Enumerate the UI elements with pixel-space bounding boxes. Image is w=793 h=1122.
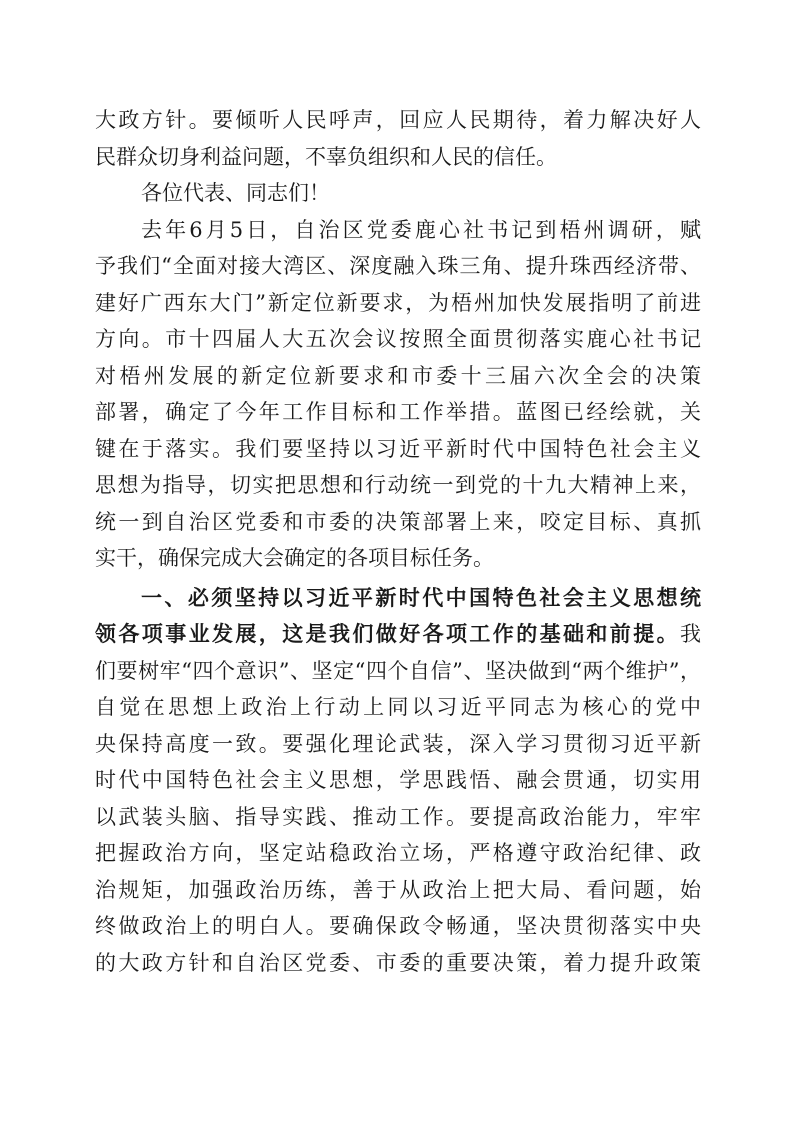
- body-text: 央保持高度一致。要强化理论武装，深入学习贯彻习近平新: [95, 731, 701, 756]
- body-text: 大政方针。要倾听人民呼声，回应人民期待，着力解决好人: [95, 108, 701, 132]
- body-text: 对梧州发展的新定位新要求和市委十三届六次全会的决策: [95, 363, 701, 388]
- body-text: 部署，确定了今年工作目标和工作举措。蓝图已经绘就，关: [95, 400, 701, 424]
- body-text: 终做政治上的明白人。要确保政令畅通，坚决贯彻落实中央: [95, 914, 701, 938]
- body-text: 建好广西东大门”新定位新要求，为梧州加快发展指明了前进: [95, 290, 701, 315]
- text-line: [95, 689, 701, 726]
- body-text: 自觉在思想上政治上行动上同以习近平同志为核心的党中: [95, 695, 701, 719]
- body-text: 时代中国特色社会主义思想，学思践悟、融会贯通，切实用: [95, 768, 701, 792]
- body-text: 民群众切身利益问题，不辜负组织和人民的信任。: [95, 144, 557, 169]
- text-line: [95, 139, 701, 176]
- body-text: 去年6月5日，自治区党委鹿心社书记到梧州调研，赋: [141, 217, 701, 242]
- text-line: [95, 540, 701, 577]
- text-line: [95, 799, 701, 836]
- body-text: 统一到自治区党委和市委的决策部署上来，咬定目标、真抓: [95, 509, 701, 534]
- bold-text: 领各项事业发展，这是我们做好各项工作的基础和前提。: [95, 622, 680, 646]
- body-text: 思想为指导，切实把思想和行动统一到党的十九大精神上来，: [95, 473, 701, 497]
- body-text: 实干，确保完成大会确定的各项目标任务。: [95, 546, 494, 570]
- body-text: 方向。市十四届人大五次会议按照全面贯彻落实鹿心社书记: [95, 327, 701, 351]
- text-line: [95, 945, 701, 982]
- text-line: [95, 285, 701, 322]
- body-text: 我: [680, 622, 701, 646]
- text-line: [95, 762, 701, 799]
- text-line: [95, 504, 701, 541]
- bold-text: 一、必须坚持以习近平新时代中国特色社会主义思想统: [141, 585, 701, 610]
- text-line: [95, 394, 701, 431]
- document-page: [95, 102, 701, 981]
- body-text: 予我们“全面对接大湾区、深度融入珠三角、提升珠西经济带、: [95, 254, 701, 278]
- text-line: [95, 248, 701, 285]
- text-line: [95, 653, 701, 690]
- body-text: 的大政方针和自治区党委、市委的重要决策，着力提升政策: [95, 950, 701, 975]
- text-line: [95, 431, 701, 468]
- text-line: [95, 872, 701, 909]
- text-line: [95, 321, 701, 358]
- text-line: [95, 467, 701, 504]
- text-line: [95, 908, 701, 945]
- heading-line: [95, 580, 701, 617]
- text-line: [95, 358, 701, 395]
- text-line: [95, 175, 701, 212]
- body-text: 们要树牢“四个意识”、坚定“四个自信”、坚决做到“两个维护”，: [95, 658, 701, 683]
- body-text: 各位代表、同志们！: [141, 181, 330, 205]
- body-text: 键在于落实。我们要坚持以习近平新时代中国特色社会主义: [95, 436, 701, 461]
- text-line: [95, 212, 701, 249]
- body-text: 把握政治方向，坚定站稳政治立场，严格遵守政治纪律、政: [95, 841, 701, 865]
- body-text: 以武装头脑、指导实践、推动工作。要提高政治能力，牢牢: [95, 804, 701, 829]
- text-line: [95, 835, 701, 872]
- body-text: 治规矩，加强政治历练，善于从政治上把大局、看问题，始: [95, 877, 701, 902]
- heading-line: [95, 616, 701, 653]
- text-line: [95, 102, 701, 139]
- text-line: [95, 726, 701, 763]
